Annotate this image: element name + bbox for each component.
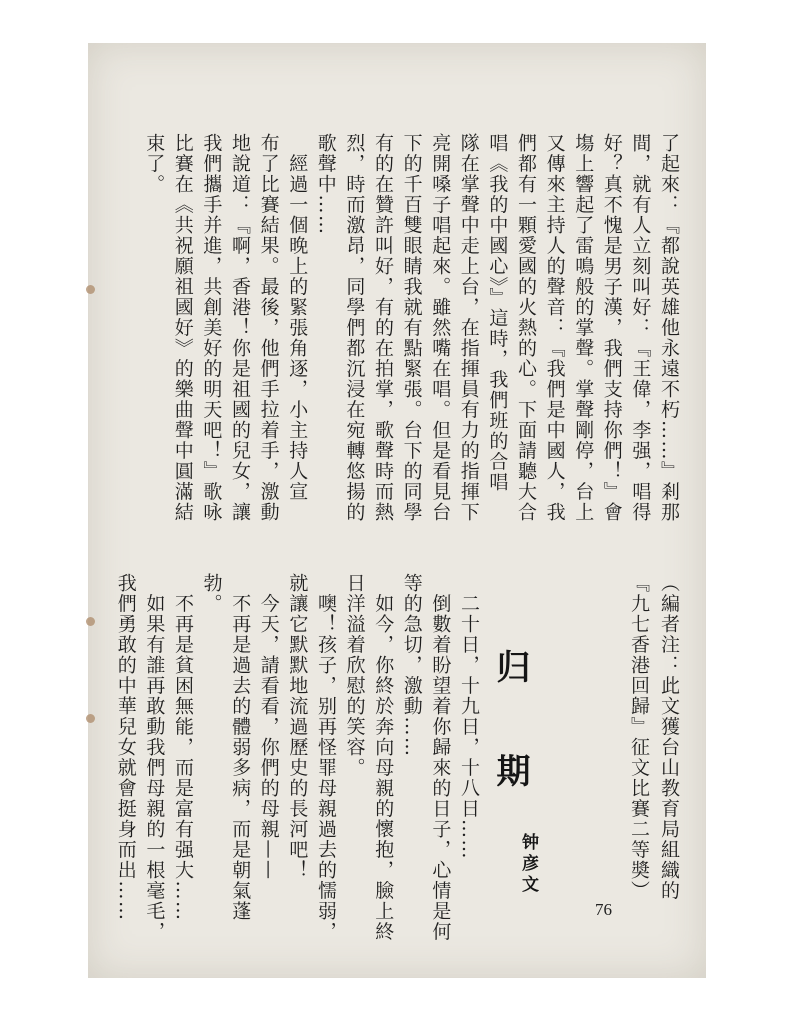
- text-column: 好？真不愧是男子漢，我們支持你們！』會: [600, 133, 623, 523]
- text-column: 如果有誰再敢動我們母親的一根毫毛，: [143, 573, 166, 942]
- text-column: 勃。: [200, 573, 223, 614]
- binding-hole: [86, 617, 95, 626]
- text-column: 二十日，十九日，十八日……: [458, 573, 480, 860]
- text-column: 歌聲中……: [314, 133, 337, 236]
- binding-hole: [86, 285, 95, 294]
- text-column: 『九七香港回歸』征文比賽二等奬）: [628, 573, 650, 901]
- binding-hole: [86, 714, 95, 723]
- text-column: 就讓它默默地流過歷史的長河吧！: [286, 573, 309, 881]
- text-column: 唱《我的中國心》』這時，我們班的合唱: [486, 133, 509, 493]
- text-column: 間，就有人立刻叫好：『王偉，李强，唱得: [629, 133, 652, 523]
- page-number: 76: [595, 900, 612, 919]
- text-column: 布了比賽結果。最後，他們手拉着手，激動: [257, 133, 280, 523]
- text-column: 又傳來主持人的聲音：『我們是中國人，我: [543, 133, 566, 523]
- text-column: 我們勇敢的中華兒女就會挺身而出……: [114, 573, 137, 922]
- text-column: 等的急切，激動……: [400, 573, 423, 758]
- article-title: 归期: [490, 649, 530, 857]
- text-column: 今天，請看看，你們的母親——: [257, 573, 280, 881]
- text-column: 我們攜手并進，共創美好的明天吧！』歌咏: [200, 133, 223, 523]
- text-column: 不再是過去的體弱多病，而是朝氣蓬: [229, 573, 252, 922]
- text-column: 不再是貧困無能，而是富有强大……: [172, 573, 194, 922]
- text-column: 下的千百雙眼睛我就有點緊張。台下的同學: [400, 133, 423, 523]
- text-column: 日洋溢着欣慰的笑容。: [343, 573, 366, 778]
- text-column: 如今，你終於奔向母親的懷抱，臉上終: [372, 573, 395, 942]
- text-column: 倒數着盼望着你歸來的日子，心情是何: [429, 573, 452, 942]
- text-column: 束了。: [143, 133, 166, 195]
- scanned-page: [88, 43, 706, 978]
- text-column: 經過一個晚上的緊張角逐，小主持人宣: [286, 133, 309, 502]
- text-column: 亮開嗓子唱起來。雖然嘴在唱。但是看見台: [429, 133, 452, 523]
- text-column: 烈，時而激昂，同學們都沉浸在宛轉悠揚的: [343, 133, 366, 523]
- text-column: （編者注：此文獲台山教育局組織的: [658, 573, 680, 901]
- text-column: 塲上響起了雷鳴般的掌聲。掌聲剛停，台上: [572, 133, 595, 523]
- text-column: 們都有一顆愛國的火熱的心。下面請聽大合: [515, 133, 537, 523]
- text-column: 隊在掌聲中走上台，在指揮員有力的指揮下: [457, 133, 480, 523]
- text-column: 了起來：『都說英雄他永遠不朽……』剎那: [658, 133, 680, 523]
- text-column: 噢！孩子，别再怪罪母親過去的懦弱，: [315, 573, 337, 942]
- article-author: 钟彦文: [518, 833, 538, 896]
- text-column: 比賽在《共祝願祖國好》的樂曲聲中圓滿結: [171, 133, 194, 523]
- text-column: 有的在贊許叫好，有的在拍掌，歌聲時而熱: [372, 133, 394, 523]
- text-column: 地說道：『啊，香港！你是祖國的兒女，讓: [229, 133, 251, 523]
